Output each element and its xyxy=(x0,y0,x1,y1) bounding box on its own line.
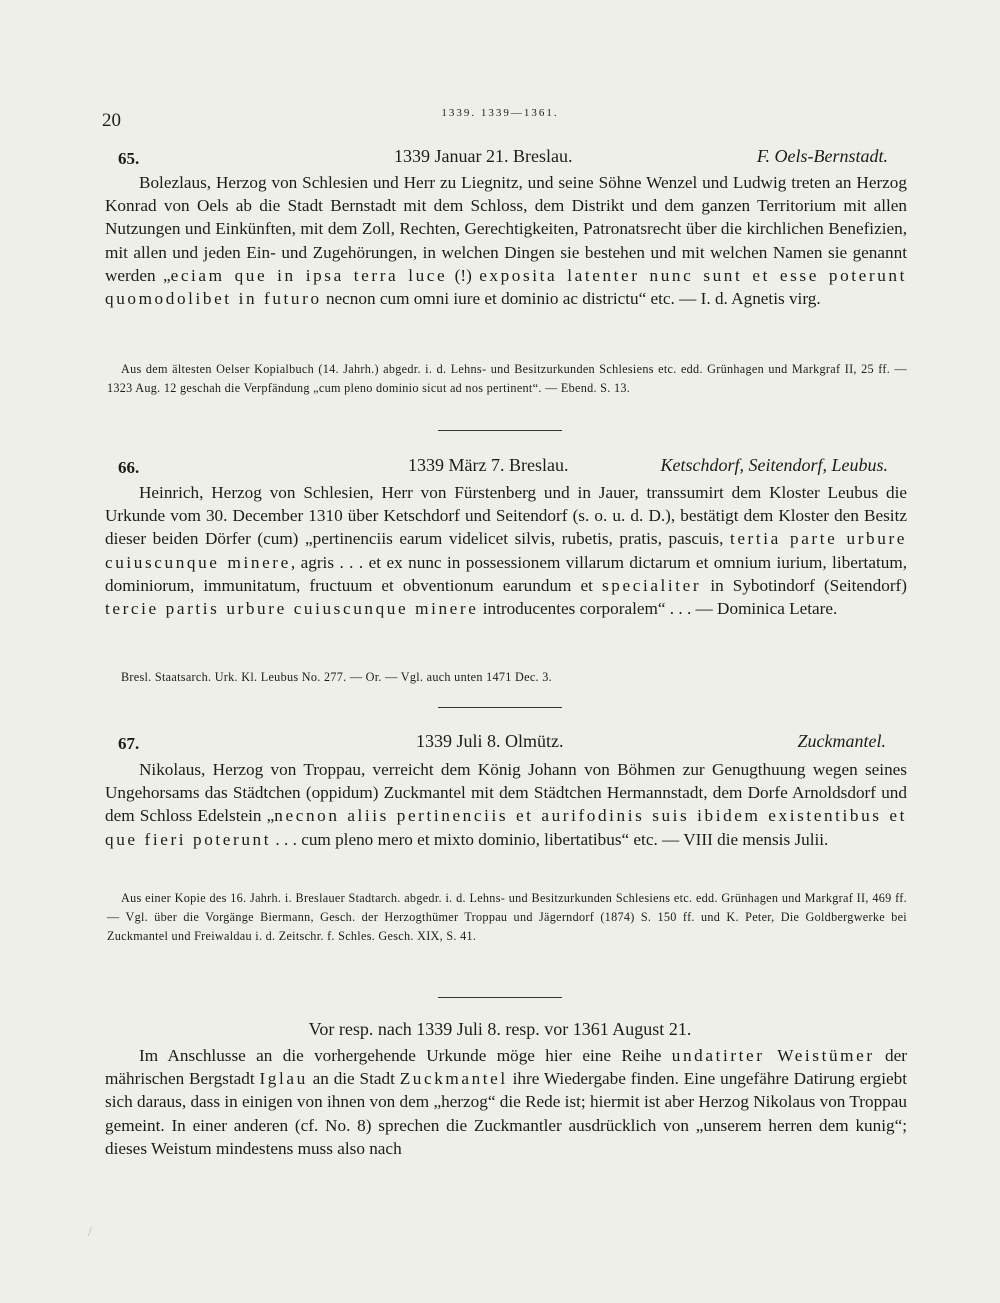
entry-number: 67. xyxy=(118,734,140,753)
text-run: Nikolaus, Herzog von Troppau, verreicht dem König Johann von Böhmen zur Genugthuung wegen seines Ungehorsams das Städtchen (oppidum) Zuckmantel mit dem Städtchen Hermannstadt, dem Dorfe Arnoldsdorf und dem Schloss Edelstein „ xyxy=(105,760,907,826)
entry-source-note: Aus dem ältesten Oelser Kopialbuch (14. Jahrh.) abgedr. i. d. Lehns- und Besitzurkunden Schlesiens etc. edd. Grünhagen und Markgraf II, 25 ff. — 1323 Aug. 12 geschah die Verpfändung „cum pleno dominio sicut ad nos pertinent“. — Ebend. S. 13. xyxy=(107,362,907,396)
entry-abstract xyxy=(105,171,907,310)
spaced-latin-quote: specialiter xyxy=(602,575,702,595)
text-run: introducentes corporalem“ . . . — Dominica Letare. xyxy=(478,599,838,619)
spaced-latin-quote: tercie partis urbure cuiuscunque minere xyxy=(105,599,479,619)
text-run: . . . cum pleno mero et mixto dominio, libertatibus“ etc. — VIII die mensis Julii. xyxy=(271,829,829,849)
entry-abstract xyxy=(105,481,907,620)
spaced-latin-quote: tertia parte urbure cuiuscunque minere xyxy=(105,529,907,572)
entry-place: F. Oels-Bernstadt. xyxy=(756,146,888,166)
text-run: Im Anschlusse an die vorhergehende Urkunde möge hier eine Reihe xyxy=(139,1046,672,1065)
spaced-latin-quote: eciam que in ipsa terra luce xyxy=(170,265,448,285)
text-run: in Sybotindorf (Seitendorf) xyxy=(701,575,908,595)
section-paragraph xyxy=(105,1044,907,1160)
entry-date: 1339 Juli 8. Olmütz. xyxy=(416,731,564,751)
page-number: 20 xyxy=(102,110,121,131)
entry-source-note: Bresl. Staatsarch. Urk. Kl. Leubus No. 277. — Or. — Vgl. auch unten 1471 Dec. 3. xyxy=(121,670,552,684)
text-run: (!) xyxy=(447,265,480,285)
text-run: ihre Wiedergabe finden. Eine ungefähre Datirung ergiebt sich daraus, dass in einigen von ihnen von dem „herzog“ die Rede ist; hiermit ist aber Herzog Nikolaus von Troppau gemeint. In einer anderen (cf. No. 8) sprechen die Zuckmantler ausdrücklich von „unserem herren dem kunig“; dieses Weistum mindestens muss also nach xyxy=(105,1069,907,1158)
spaced-latin-quote: necnon aliis pertinenciis et aurifodinis suis ibidem existentibus et que fieri poterunt xyxy=(105,806,907,849)
entry-place: Zuckmantel. xyxy=(797,731,886,751)
text-run: , agris . . . et ex nunc in possessionem villarum dictarum et omnium iurium, libertatum, dominiorum, immunitatum, fructuum et obventionum earundum et xyxy=(105,552,907,595)
text-run: necnon cum omni iure et dominio ac districtu“ etc. — I. d. Agnetis virg. xyxy=(321,289,821,309)
text-run: Heinrich, Herzog von Schlesien, Herr von Fürstenberg und in Jauer, transsumirt dem Kloster Leubus die Urkunde vom 30. December 1310 über Ketschdorf und Seitendorf (s. o. u. d. D.), bestätigt dem Kloster den Besitz dieser beiden Dörfer (cum) „pertinenciis earum videlicet silvis, rubetis, pratis, pascuis, xyxy=(105,483,907,549)
entry-abstract xyxy=(105,758,907,851)
text-run: Bolezlaus, Herzog von Schlesien und Herr zu Liegnitz, und seine Söhne Wenzel und Ludwig treten an Herzog Konrad von Oels ab die Stadt Bernstadt mit dem Schloss, dem Distrikt und dem ganzen Territorium mit allen Nutzungen und Einkünften, mit dem Zoll, Rechten, Gerechtigkeiten, Patronatsrecht über die kirchlichen Benefizien, mit allen und jeden Ein- und Zugehörungen, in welchen Dingen sie bestehen und mit welchen Namen sie genannt werden „ xyxy=(105,173,907,285)
spaced-latin-quote: exposita latenter nunc sunt et esse poterunt quomodolibet in futuro xyxy=(105,265,908,309)
running-head: 1339. 1339—1361. xyxy=(441,107,559,119)
spaced-term: Iglau xyxy=(259,1069,308,1089)
separator-rule xyxy=(438,430,562,431)
margin-pencil-mark: / xyxy=(88,1225,92,1240)
section-heading: Vor resp. nach 1339 Juli 8. resp. vor 1361 August 21. xyxy=(308,1019,692,1039)
entry-source-note: Aus einer Kopie des 16. Jahrh. i. Breslauer Stadtarch. abgedr. i. d. Lehns- und Besitzurkunden Schlesiens etc. edd. Grünhagen und Markgraf II, 469 ff. — Vgl. über die Vorgänge Biermann, Gesch. der Herzogthümer Troppau und Jägerndorf (1874) S. 150 ff. und K. Peter, Die Goldbergwerke bei Zuckmantel und Freiwaldau i. d. Zeitschr. f. Schles. Gesch. XIX, S. 41. xyxy=(107,891,907,944)
entry-place: Ketschdorf, Seitendorf, Leubus. xyxy=(660,455,888,475)
spaced-term: undatirter Weistümer xyxy=(671,1046,875,1065)
entry-date: 1339 Januar 21. Breslau. xyxy=(394,146,573,166)
text-run: der mährischen Bergstadt xyxy=(105,1046,907,1089)
separator-rule xyxy=(438,997,562,998)
separator-rule xyxy=(438,707,562,708)
entry-number: 65. xyxy=(118,149,140,168)
entry-date: 1339 März 7. Breslau. xyxy=(408,455,569,475)
text-run: an die Stadt xyxy=(307,1069,400,1089)
spaced-term: Zuckmantel xyxy=(399,1069,508,1089)
entry-number: 66. xyxy=(118,458,140,477)
